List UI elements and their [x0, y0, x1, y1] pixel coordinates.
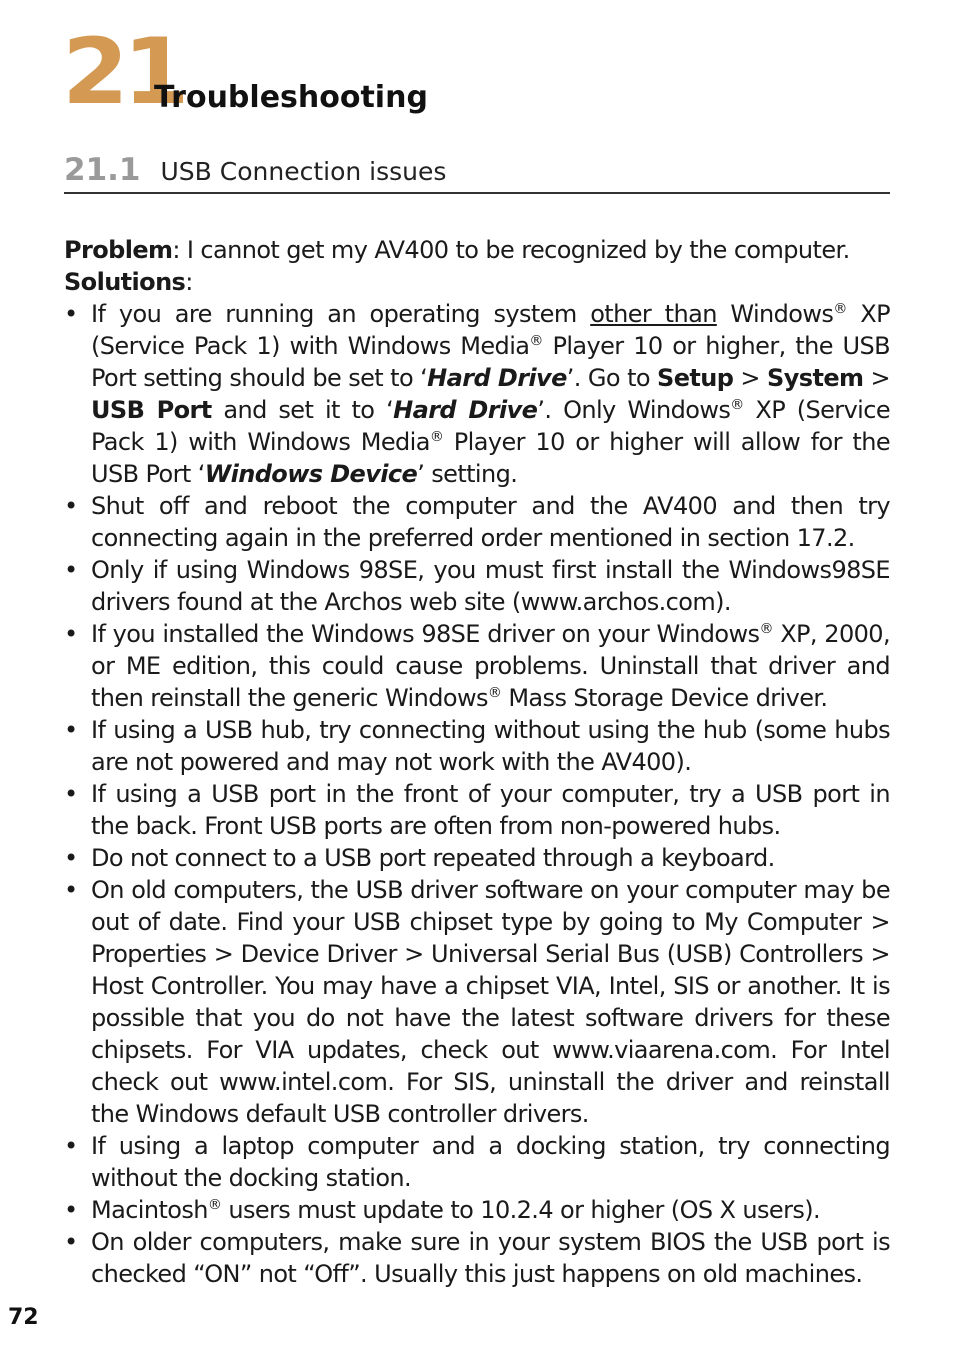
- list-item: • If using a laptop computer and a docking station, try connecting without the docking station.: [64, 1130, 890, 1194]
- page-content: [64, 234, 890, 1290]
- list-item: • On old computers, the USB driver software on your computer may be out of date. Find your USB chipset type by going to My Computer > Properties > Device Driver > Universal Serial Bus (USB) Controllers > Host Controller. You may have a chipset VIA, Intel, SIS or another. It is possible that you do not have the latest software drivers for these chipsets. For VIA updates, check out www.viaarena.com. For Intel check out www.intel.com. For SIS, uninstall the driver and reinstall the Windows default USB controller drivers.: [64, 874, 890, 1130]
- solutions-list: [64, 298, 890, 1290]
- registered-mark: ®: [529, 333, 543, 349]
- registered-mark: ®: [833, 301, 847, 317]
- solutions-label: Solutions: [64, 268, 186, 296]
- list-item: • Shut off and reboot the computer and the AV400 and then try connecting again in the preferred order mentioned in section 17.2.: [64, 490, 890, 554]
- list-item: • Macintosh® users must update to 10.2.4 or higher (OS X users).: [64, 1194, 890, 1226]
- list-item: • If using a USB port in the front of your computer, try a USB port in the back. Front USB ports are often from non-powered hubs.: [64, 778, 890, 842]
- problem-label: Problem: [64, 236, 173, 264]
- solutions-heading: Solutions:: [64, 268, 193, 296]
- problem-text: : I cannot get my AV400 to be recognized by the computer.: [172, 236, 850, 264]
- list-item: • Only if using Windows 98SE, you must first install the Windows98SE drivers found at the Archos web site (www.archos.com).: [64, 554, 890, 618]
- section-heading: [64, 152, 890, 194]
- chapter-title: Troubleshooting: [154, 80, 428, 115]
- problem-statement: [64, 234, 890, 266]
- registered-mark: ®: [487, 685, 502, 701]
- registered-mark: ®: [730, 397, 744, 413]
- chapter-number: 21: [62, 18, 184, 125]
- registered-mark: ®: [207, 1197, 222, 1213]
- list-item: • On older computers, make sure in your system BIOS the USB port is checked “ON” not “Off”. Usually this just happens on old machines.: [64, 1226, 890, 1290]
- registered-mark: ®: [429, 429, 444, 445]
- list-item: • If using a USB hub, try connecting without using the hub (some hubs are not powered and may not work with the AV400).: [64, 714, 890, 778]
- page-number: 72: [8, 1305, 39, 1330]
- list-item: • If you are running an operating system other than Windows® XP (Service Pack 1) with Windows Media® Player 10 or higher, the USB Port setting should be set to ‘Hard Drive’. Go to Setup > System > USB Port and set it to ‘Hard Drive’. Only Windows® XP (Service Pack 1) with Windows Media® Player 10 or higher will allow for the USB Port ‘Windows Device’ setting.: [64, 298, 890, 490]
- registered-mark: ®: [759, 621, 773, 637]
- section-number: 21.1: [64, 152, 141, 188]
- section-title: USB Connection issues: [160, 157, 447, 186]
- list-item: • If you installed the Windows 98SE driver on your Windows® XP, 2000, or ME edition, this could cause problems. Uninstall that driver and then reinstall the generic Windows® Mass Storage Device driver.: [64, 618, 890, 714]
- list-item: • Do not connect to a USB port repeated through a keyboard.: [64, 842, 890, 874]
